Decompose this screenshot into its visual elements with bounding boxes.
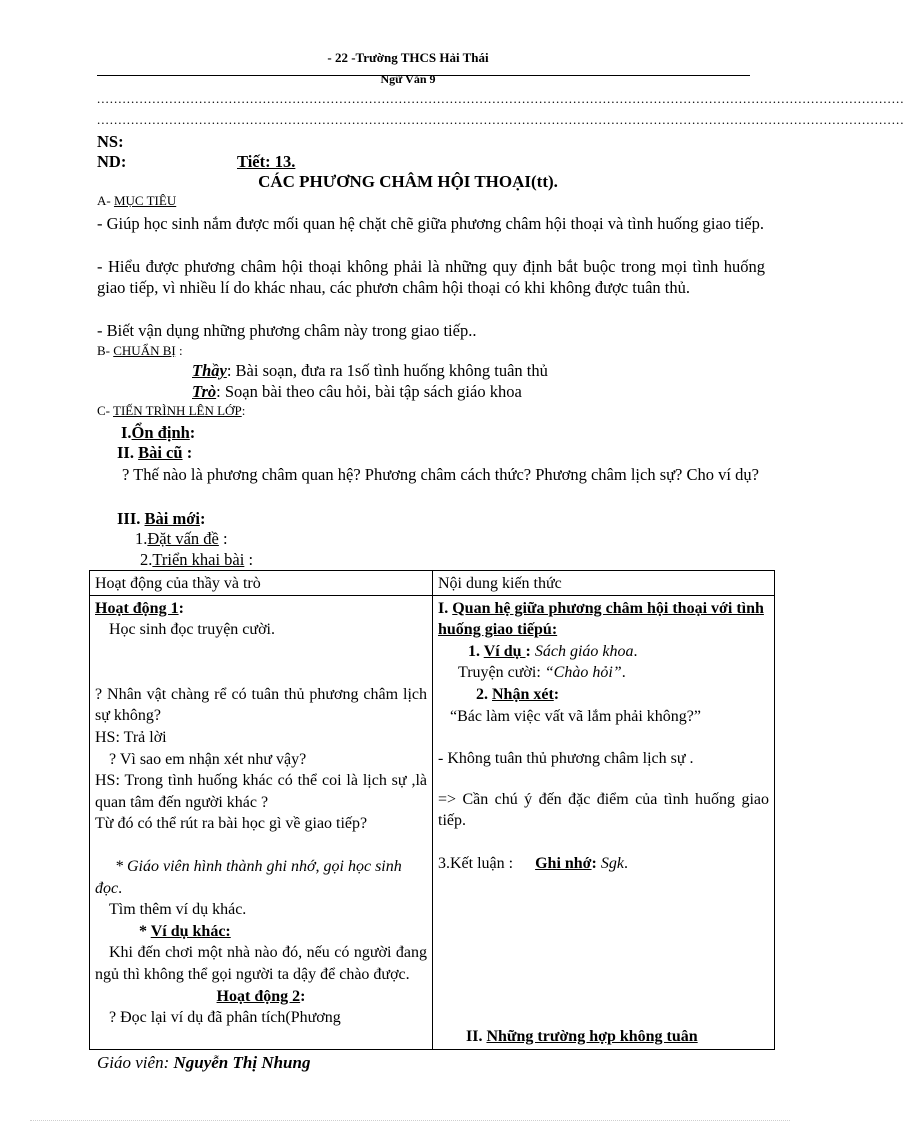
step-ii-label: Bài cũ [138,443,183,462]
ns-label: NS: [97,132,124,151]
activity-2-label: Hoạt động 2 [216,987,301,1005]
spacer [95,835,427,856]
section-c-prefix: C- [97,403,114,418]
quote-line: “Bác làm việc vất vã lắm phải không?” [450,707,702,725]
prep-teacher [192,361,548,381]
content-heading-2-prefix: II. [466,1027,487,1045]
teacher-text: : Bài soạn, đưa ra 1số tình huống không tuân thủ [226,361,548,380]
step-iii-suffix: : [199,509,206,528]
activities-cell [90,595,433,1049]
teacher-note-dot: . [118,879,123,897]
conclusion-label: 3.Kết luận : [438,854,514,872]
step-ii [117,443,192,463]
find-more-examples: Tìm thêm ví dụ khác. [109,901,247,919]
teacher-name: Nguyễn Thị Nhung [173,1053,311,1072]
step-ii-suffix: : [182,443,193,462]
content-heading-2-text: Những trường hợp không tuân [486,1027,698,1045]
spacer [438,832,769,853]
lesson-number: Tiết: 13. [237,152,296,171]
objective-3: - Biết vận dụng những phương châm này trong giao tiếp.. [97,321,477,340]
question-1: ? Nhân vật chàng rể có tuân thủ phương châm lịch sự không? [95,685,427,725]
other-example-text: Khi đến chơi một nhà nào đó, nếu có người đang ngủ thì không thể gọi người ta dậy để chào được. [95,944,427,983]
memo-dot: . [623,854,628,872]
col-header-activities: Hoạt động của thầy và trò [90,571,433,596]
memo-label: Ghi nhớ [535,854,592,872]
substep-2 [140,550,253,570]
remark-label: Nhận xét [492,685,554,703]
content-heading-1 [438,598,769,641]
read-story: Học sinh đọc truyện cười. [109,621,275,639]
teacher-note-text: * Giáo viên hình thành ghi nhớ, gọi học sinh đọc [95,857,402,897]
other-example-heading [95,921,427,943]
activity-2-heading [95,986,427,1008]
spacer [95,641,427,684]
other-example-prefix: * [139,922,151,940]
section-c-suffix: : [241,403,246,418]
lesson-table [89,570,775,1050]
step-i-label: Ổn định [131,423,190,442]
activity-1-heading [95,598,427,620]
page-header-title: - 22 -Trường THCS Hải Thái [327,50,489,65]
step-i [121,423,195,443]
example-line [438,641,769,663]
question-4: ? Đọc lại ví dụ đã phân tích(Phương [109,1009,341,1027]
memo-text: Sgk [596,854,624,872]
student-answer-1: HS: Trả lời [95,728,167,746]
section-a-prefix: A- [97,193,114,208]
step-iii-prefix: III. [117,509,145,528]
remark-suffix: : [553,685,560,703]
prep-student [192,382,522,402]
section-a-title: MỤC TIÊU [113,193,177,208]
substep-1-prefix: 1. [135,529,148,548]
question-3: Từ đó có thể rút ra bài học gì về giao tiếp? [95,815,368,833]
section-a-heading [97,193,176,209]
old-lesson-question: ? Thế nào là phương châm quan hệ? Phương châm cách thức? Phương châm lịch sự? Cho ví dụ? [122,465,759,484]
objective-2: - Hiểu được phương châm hội thoại không phải là những quy định bắt buộc trong mọi tình huống giao tiếp, vì nhiều lí do khác nhau, các phươn châm hội thoại có khi không được tuân thủ. [97,257,765,297]
remark-2: => Cần chú ý đến đặc điểm của tình huống giao tiếp. [438,790,769,830]
content-heading-2 [438,1026,769,1048]
footer-teacher [97,1053,310,1073]
student-text: : Soạn bài theo câu hỏi, bài tập sách giáo khoa [216,382,522,401]
content-heading-1-text: Quan hệ giữa phương châm hội thoại với tình huống giao tiếpú: [438,599,764,639]
dotted-line-1: .............................................................................................................................................................................................. [97,91,905,106]
conclusion-line [438,853,769,875]
remark-1: - Không tuân thủ phương châm lịch sự . [438,750,694,768]
student-label: Trò [192,382,217,401]
remark-prefix: 2. [476,685,492,703]
section-c-heading [97,403,245,419]
story-dot: . [621,664,626,682]
table-header-row [90,571,775,596]
story-title: “Chào hỏi” [544,664,622,682]
example-colon: : [525,642,535,660]
student-answer-2: HS: Trong tình huống khác có thể coi là lịch sự ,là quan tâm đến người khác ? [95,772,427,811]
teacher-label: Thầy [192,361,227,380]
example-text: Sách giáo khoa [534,642,634,660]
step-i-prefix: I. [121,423,132,442]
memo-colon: : [591,854,597,872]
col-header-content: Nội dung kiến thức [433,571,775,596]
step-iii [117,509,205,529]
page-bottom-border [30,1120,790,1121]
spacer [438,875,769,1026]
section-b-prefix: B- [97,343,114,358]
objective-1: - Giúp học sinh nắm được mối quan hệ chặt chẽ giữa phương châm hội thoại và tình huống giao tiếp. [97,214,765,233]
spacer [438,770,769,791]
activity-1-suffix: : [178,599,184,617]
step-iii-label: Bài mới [144,509,200,528]
example-label: Ví dụ [483,642,526,660]
remark-heading [438,684,769,706]
substep-2-suffix: : [244,550,254,569]
nd-label: ND: [97,152,127,171]
content-heading-1-prefix: I. [438,599,453,617]
substep-1-suffix: : [218,529,228,548]
section-b-heading [97,343,183,359]
lesson-title: CÁC PHƯƠNG CHÂM HỘI THOẠI(tt). [258,172,558,191]
step-ii-prefix: II. [117,443,139,462]
example-prefix: 1. [468,642,484,660]
section-b-title: CHUẨN BỊ [113,343,176,358]
activity-2-suffix: : [300,987,306,1005]
other-example-label: Ví dụ khác: [150,922,231,940]
substep-1 [135,529,228,549]
example-dot: . [633,642,638,660]
activity-1-label: Hoạt động 1 [95,599,179,617]
footer-label: Giáo viên: [97,1053,174,1072]
story-label: Truyện cười: [458,664,545,682]
dotted-line-2: .............................................................................................................................................................................................. [97,112,905,127]
substep-2-label: Triển khai bài [152,550,245,569]
section-b-suffix: : [175,343,183,358]
section-c-title: TIẾN TRÌNH LÊN LỚP [113,403,242,418]
question-2: ? Vì sao em nhận xét như vậy? [109,750,307,768]
step-i-suffix: : [189,423,196,442]
substep-1-label: Đặt vấn đề [147,529,219,548]
teacher-note [95,856,427,899]
story-line [438,662,769,684]
substep-2-prefix: 2. [140,550,153,569]
table-body-row [90,595,775,1049]
spacer [438,727,769,748]
content-cell [433,595,775,1049]
page-header-subtitle: Ngữ Văn 9 [380,72,436,86]
